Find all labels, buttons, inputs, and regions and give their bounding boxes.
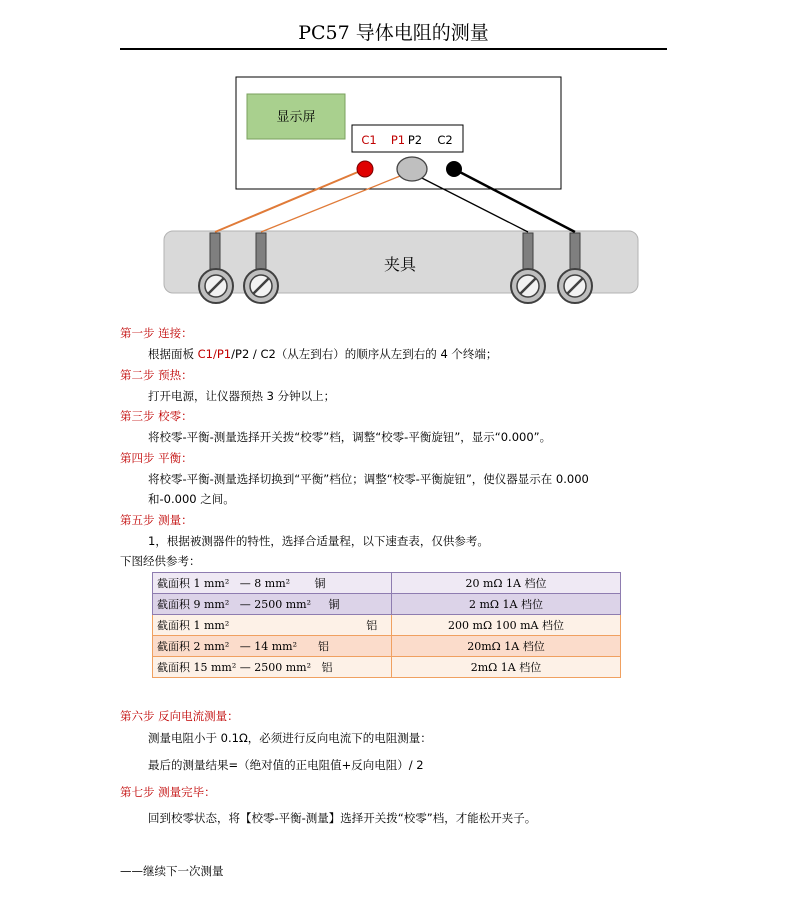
step-3-line: 将校零-平衡-测量选择开关拨“校零”档，调整“校零-平衡旋钮”，显示“0.000”。 [148,430,552,444]
table-cell-setting: 20mΩ 1A 档位 [392,636,621,657]
table-cell-spec: 截面积 2 mm² — 14 mm² 铝 [153,636,392,657]
step-7-line-1: 回到校零状态，将【校零-平衡-测量】选择开关拨“校零”档，才能松开夹子。 [148,811,537,825]
terminal-c1 [357,161,373,177]
terminal-c2 [446,161,462,177]
table-row [153,636,621,657]
step-1-text-b: C1/P1 [197,347,232,361]
table-cell-spec: 截面积 9 mm² — 2500 mm² 铜 [153,594,392,615]
step-6-line-2: 最后的测量结果=（绝对值的正电阻值+反向电阻）/ 2 [148,758,424,772]
terminal-p1-p2 [397,157,427,181]
step-1-line [148,346,497,362]
step-2-title: 第二步 预热： [120,368,193,382]
table-row [153,594,621,615]
table-cell-setting: 20 mΩ 1A 档位 [392,573,621,594]
step-6-line-1: 测量电阻小于 0.1Ω，必须进行反向电流下的电阻测量： [148,731,432,745]
table-row [153,573,621,594]
connection-diagram [0,0,793,320]
fixture-label: 夹具 [383,255,417,274]
step-4-title: 第四步 平衡： [120,451,193,465]
step-7-title: 第七步 测量完毕： [120,785,216,799]
terminal-label-p1: P1 [390,133,406,147]
step-5-line-2: 下图经供参考： [120,554,201,568]
step-5-title: 第五步 测量： [120,513,193,527]
display-label: 显示屏 [276,110,316,125]
terminal-label-c1: C1 [361,133,377,147]
table-cell-setting: 200 mΩ 100 mA 档位 [392,615,621,636]
range-reference-table [152,572,621,678]
step-4-line-2: 和-0.000 之间。 [148,492,235,506]
table-row [153,615,621,636]
terminal-label-p2: P2 [407,133,423,147]
footer-note: ——继续下一次测量 [120,864,224,878]
table-cell-setting: 2 mΩ 1A 档位 [392,594,621,615]
step-6-title: 第六步 反向电流测量： [120,709,239,723]
step-1-title: 第一步 连接： [120,326,193,340]
step-1-text-a: 根据面板 [148,347,198,361]
table-cell-spec: 截面积 1 mm² — 8 mm² 铜 [153,573,392,594]
step-2-line: 打开电源，让仪器预热 3 分钟以上； [148,389,336,403]
step-5-line-1: 1，根据被测器件的特性，选择合适量程，以下速查表，仅供参考。 [148,534,489,548]
table-cell-spec: 截面积 1 mm² 铝 [153,615,392,636]
step-4-line-1: 将校零-平衡-测量选择切换到“平衡”档位；调整“校零-平衡旋钮”，使仪器显示在 0.000 [148,472,589,486]
table-cell-setting: 2mΩ 1A 档位 [392,657,621,678]
table-row [153,657,621,678]
step-1-text-c: /P2 / C2（从左到右）的顺序从左到右的 4 个终端； [231,347,498,361]
page-title: PC57 导体电阻的测量 [298,22,489,44]
step-3-title: 第三步 校零： [120,409,193,423]
terminal-label-c2: C2 [437,133,453,147]
table-cell-spec: 截面积 15 mm² — 2500 mm² 铝 [153,657,392,678]
